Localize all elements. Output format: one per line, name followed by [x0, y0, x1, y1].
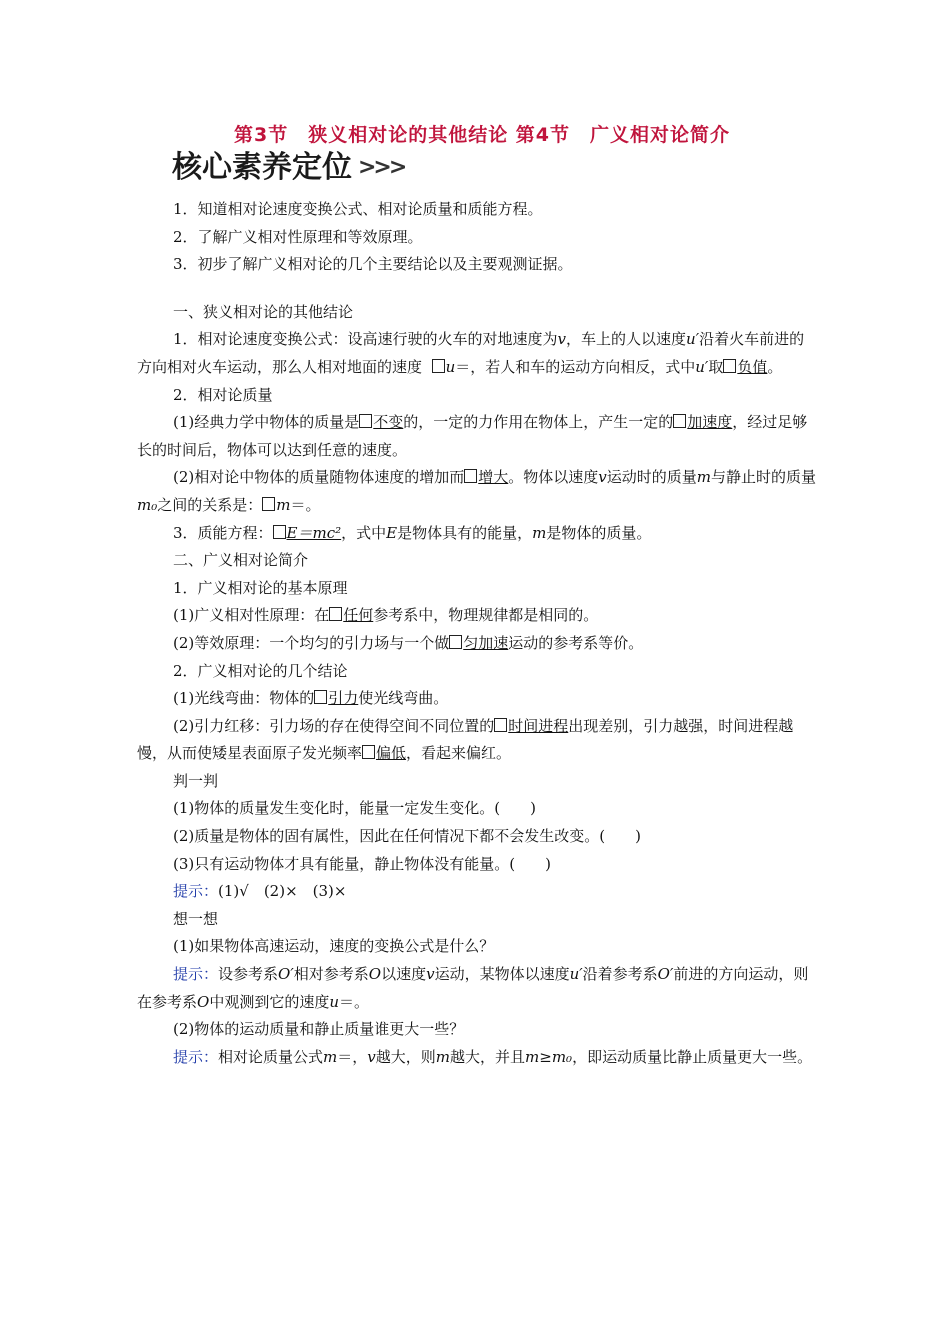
hint-label: 提示： — [173, 1047, 219, 1066]
blank-box-icon — [494, 718, 507, 732]
judge-heading: 判一判 — [173, 771, 219, 790]
banner-text: 核心素养定位 — [172, 150, 352, 185]
relativistic-mass-paragraph: (2)相对论中物体的质量随物体速度的增加而 增大。物体以速度v运动时的质量m与静止时的质量m₀之间的关系是： m＝。 — [137, 468, 817, 514]
judge-item: (1)物体的质量发生变化时，能量一定发生变化。( ) — [173, 799, 536, 818]
blank-box-icon — [464, 469, 477, 483]
think-question: (1)如果物体高速运动，速度的变换公式是什么？ — [173, 937, 495, 956]
redshift-paragraph: (2)引力红移：引力场的存在使得空间不同位置的 时间进程出现差别，引力越强，时间进程越慢，从而使矮星表面原子发光频率 偏低，看起来偏红。 — [137, 716, 794, 763]
answer-text: 不变 — [373, 413, 404, 432]
classical-mass-paragraph: (1)经典力学中物体的质量是 不变的，一定的力作用在物体上，产生一定的 加速度，经过足够长的时间后，物体可以达到任意的速度。 — [137, 413, 808, 459]
blank-box-icon — [362, 745, 375, 759]
judge-item: (3)只有运动物体才具有能量，静止物体没有能量。( ) — [173, 854, 551, 873]
answer-text: 时间进程 — [508, 716, 569, 735]
answer-text: E＝mc² — [286, 523, 342, 542]
hint-label: 提示： — [173, 882, 219, 901]
section-banner — [172, 150, 817, 186]
equivalence-principle: (2)等效原理：一个均匀的引力场与一个做 匀加速运动的参考系等价。 — [173, 633, 644, 652]
general-relativity-principle: (1)广义相对性原理：在 任何参考系中，物理规律都是相同的。 — [173, 606, 599, 625]
subheading: 1．广义相对论的基本原理 — [173, 578, 348, 597]
goal-item: 3．初步了解广义相对论的几个主要结论以及主要观测证据。 — [173, 255, 573, 274]
think-answer: 提示：相对论质量公式m＝，v越大，则m越大，并且m≥m₀，即运动质量比静止质量更大一些。 — [173, 1047, 813, 1066]
blank-box-icon — [314, 690, 327, 704]
goal-item: 1．知道相对论速度变换公式、相对论质量和质能方程。 — [173, 200, 543, 218]
think-heading: 想一想 — [173, 909, 219, 928]
answer-text: 加速度 — [687, 413, 733, 432]
goal-item: 2．了解广义相对性原理和等效原理。 — [173, 227, 423, 246]
answer-text: 增大 — [478, 468, 509, 487]
blank-box-icon — [359, 414, 372, 428]
think-question: (2)物体的运动质量和静止质量谁更大一些？ — [173, 1020, 465, 1039]
blank-box-icon — [262, 497, 275, 511]
document-page — [137, 120, 817, 1071]
section-heading: 二、广义相对论简介 — [173, 551, 309, 570]
blank-box-icon — [723, 359, 736, 373]
judge-hint: 提示：(1)√ (2)× (3)× — [173, 882, 347, 901]
think-answer: 提示：设参考系O′相对参考系O以速度v运动，某物体以速度u′沿着参考系O′前进的方向运动，则在参考系O中观测到它的速度u＝。 — [137, 965, 809, 1011]
answer-text: 负值 — [737, 357, 768, 376]
velocity-transform-paragraph: 1．相对论速度变换公式：设高速行驶的火车的对地速度为v，车上的人以速度u′沿着火车前进的方向相对火车运动，那么人相对地面的速度 u＝，若人和车的运动方向相反，式中u′取 负值。 — [137, 330, 805, 376]
mass-energy-paragraph: 3．质能方程： E＝mc²，式中E是物体具有的能量，m是物体的质量。 — [173, 523, 652, 542]
blank-box-icon — [329, 607, 342, 621]
answer-text: 偏低 — [376, 744, 407, 763]
section-heading: 一、狭义相对论的其他结论 — [173, 302, 354, 321]
blank-box-icon — [432, 359, 445, 373]
answer-text: 任何 — [343, 606, 374, 625]
judge-item: (2)质量是物体的固有属性，因此在任何情况下都不会发生改变。( ) — [173, 827, 641, 846]
answer-text: 匀加速 — [463, 633, 509, 652]
light-bending-paragraph: (1)光线弯曲：物体的 引力使光线弯曲。 — [173, 689, 449, 708]
blank-box-icon — [449, 635, 462, 649]
answer-text: 引力 — [328, 689, 359, 708]
banner-arrows-icon: >>> — [358, 155, 405, 180]
subheading: 2．相对论质量 — [173, 385, 273, 404]
page-title: 第3节 狭义相对论的其他结论 第4节 广义相对论简介 — [233, 124, 731, 146]
blank-box-icon — [273, 525, 286, 539]
blank-box-icon — [673, 414, 686, 428]
hint-label: 提示： — [173, 965, 219, 984]
subheading: 2．广义相对论的几个结论 — [173, 661, 348, 680]
